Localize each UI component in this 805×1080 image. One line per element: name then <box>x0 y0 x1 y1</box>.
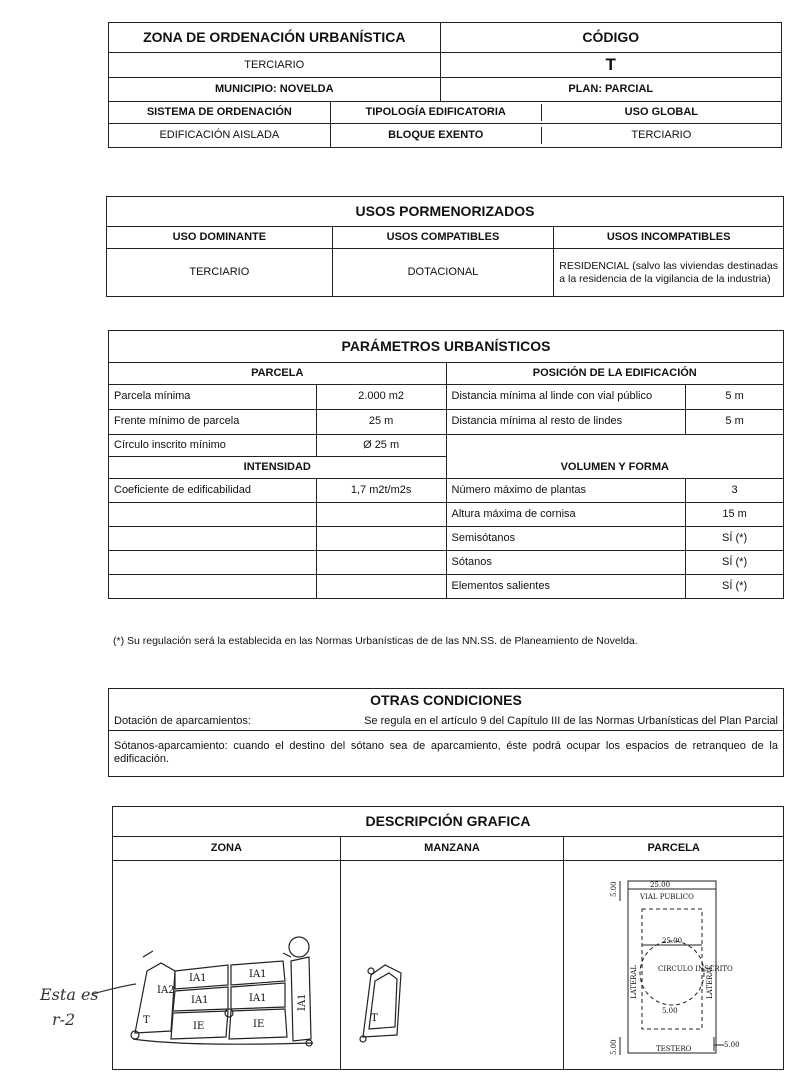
parcel-setback-bottom: 5.00 <box>662 1007 678 1015</box>
parcel-front: 25.00 <box>650 881 671 889</box>
params-title: PARÁMETROS URBANÍSTICOS <box>109 331 784 363</box>
global-use-value: TERCIARIO <box>631 129 692 142</box>
parcel-row-value: Ø 25 m <box>316 435 446 457</box>
parcel-row-label: Parcela mínima <box>109 385 317 410</box>
incompatible-label: USOS INCOMPATIBLES <box>554 227 784 249</box>
parcel-width: 25.00 <box>662 937 683 945</box>
parcel-diagram <box>564 861 782 1065</box>
parcel-vial: VIAL PUBLICO <box>640 893 695 901</box>
global-use-label: USO GLOBAL <box>624 106 699 119</box>
volume-row-label: Altura máxima de cornisa <box>446 503 686 527</box>
municipality: MUNICIPIO: NOVELDA <box>109 78 441 102</box>
footnote: (*) Su regulación será la establecida en las Normas Urbanísticas de de las NN.SS. de Planeamiento de Novelda. <box>113 635 638 647</box>
volume-row-value: 3 <box>686 479 784 503</box>
block-label: T <box>370 1013 378 1024</box>
zone-map <box>113 861 339 1065</box>
zone-header-table <box>108 22 782 148</box>
volume-row-value: SÍ (*) <box>686 527 784 551</box>
zone-label: IA1 <box>249 969 267 980</box>
zone-value: TERCIARIO <box>109 53 441 78</box>
parcel-setback-low: 5.00 <box>610 1039 619 1055</box>
compatible-label: USOS COMPATIBLES <box>332 227 554 249</box>
parking-value: Se regula en el artículo 9 del Capítulo III de las Normas Urbanísticas del Plan Parcial <box>298 713 783 731</box>
handwritten-note-line-1: Esta es <box>40 985 99 1004</box>
incompatible-detail: (salvo las viviendas destinadas a la residencia de la vigilancia de la industria) <box>559 259 778 285</box>
handwritten-note-line-2: r-2 <box>52 1010 76 1029</box>
volume-row-value: SÍ (*) <box>686 551 784 575</box>
parcel-row-value: 2.000 m2 <box>316 385 446 410</box>
zone-title: ZONA DE ORDENACIÓN URBANÍSTICA <box>109 23 441 53</box>
zone-label: T <box>143 1015 150 1026</box>
zone-label: IA1 <box>249 993 267 1004</box>
parking-label: Dotación de aparcamientos: <box>109 713 299 731</box>
zone-label: IE <box>253 1019 265 1030</box>
volume-row-value: 15 m <box>686 503 784 527</box>
position-row-value: 5 m <box>686 410 784 435</box>
basement-text: Sótanos-aparcamiento: cuando el destino del sótano sea de aparcamiento, éste podrá ocupar los espacios de retranqueo de la edificación. <box>109 730 784 776</box>
uses-table <box>106 196 784 297</box>
zone-label: IA1 <box>297 993 308 1011</box>
volume-row-label: Semisótanos <box>446 527 686 551</box>
incompatible-value <box>554 249 784 297</box>
parcel-row-value: 25 m <box>316 410 446 435</box>
volume-title: VOLUMEN Y FORMA <box>446 435 783 479</box>
code-title: CÓDIGO <box>440 23 782 53</box>
parcel-row-label: Frente mínimo de parcela <box>109 410 317 435</box>
parcel-setback-top: 5.00 <box>610 881 619 897</box>
parcel-setback-side: 5.00 <box>724 1041 740 1049</box>
dominant-label: USO DOMINANTE <box>107 227 333 249</box>
system-value: EDIFICACIÓN AISLADA <box>109 124 331 148</box>
volume-row-value: SÍ (*) <box>686 575 784 599</box>
position-title: POSICIÓN DE LA EDIFICACIÓN <box>446 363 783 385</box>
graphic-table <box>112 806 784 1070</box>
handwritten-arrow <box>90 980 140 1000</box>
incompatible-head: RESIDENCIAL <box>559 259 629 272</box>
zone-label: IA1 <box>189 973 207 984</box>
graphic-title: DESCRIPCIÓN GRAFICA <box>113 807 784 837</box>
col-block: MANZANA <box>340 837 564 861</box>
volume-row-label: Elementos salientes <box>446 575 686 599</box>
parcel-lateral-right: LATERAL <box>706 964 715 999</box>
compatible-value: DOTACIONAL <box>332 249 554 297</box>
uses-title: USOS PORMENORIZADOS <box>107 197 784 227</box>
other-title: OTRAS CONDICIONES <box>109 689 784 713</box>
zone-label: IE <box>193 1021 205 1032</box>
parcel-row-label: Círculo inscrito mínimo <box>109 435 317 457</box>
typology-value: BLOQUE EXENTO <box>331 127 542 144</box>
position-row-value: 5 m <box>686 385 784 410</box>
block-map <box>341 861 563 1065</box>
zone-label: IA2 <box>157 985 175 996</box>
other-conditions-table <box>108 688 784 777</box>
parcel-back: TESTERO <box>656 1045 692 1053</box>
system-label: SISTEMA DE ORDENACIÓN <box>109 102 331 124</box>
parcel-sketch-cell <box>564 861 784 1070</box>
zone-label: IA1 <box>191 995 209 1006</box>
zone-sketch-cell <box>113 861 341 1070</box>
parcel-circle: CIRCULO INSCRITO <box>658 965 734 973</box>
parcel-lateral-left: LATERAL <box>630 964 639 999</box>
volume-row-label: Sótanos <box>446 551 686 575</box>
position-row-label: Distancia mínima al linde con vial público <box>446 385 686 410</box>
dominant-value: TERCIARIO <box>107 249 333 297</box>
params-table <box>108 330 784 599</box>
code-value: T <box>440 53 782 78</box>
block-sketch-cell <box>340 861 564 1070</box>
parcel-title: PARCELA <box>109 363 447 385</box>
intensity-value: 1,7 m2t/m2s <box>316 479 446 503</box>
col-parcel: PARCELA <box>564 837 784 861</box>
intensity-title: INTENSIDAD <box>109 457 447 479</box>
position-row-label: Distancia mínima al resto de lindes <box>446 410 686 435</box>
volume-row-label: Número máximo de plantas <box>446 479 686 503</box>
intensity-label: Coeficiente de edificabilidad <box>109 479 317 503</box>
typology-label: TIPOLOGÍA EDIFICATORIA <box>331 104 542 121</box>
plan: PLAN: PARCIAL <box>440 78 782 102</box>
col-zone: ZONA <box>113 837 341 861</box>
